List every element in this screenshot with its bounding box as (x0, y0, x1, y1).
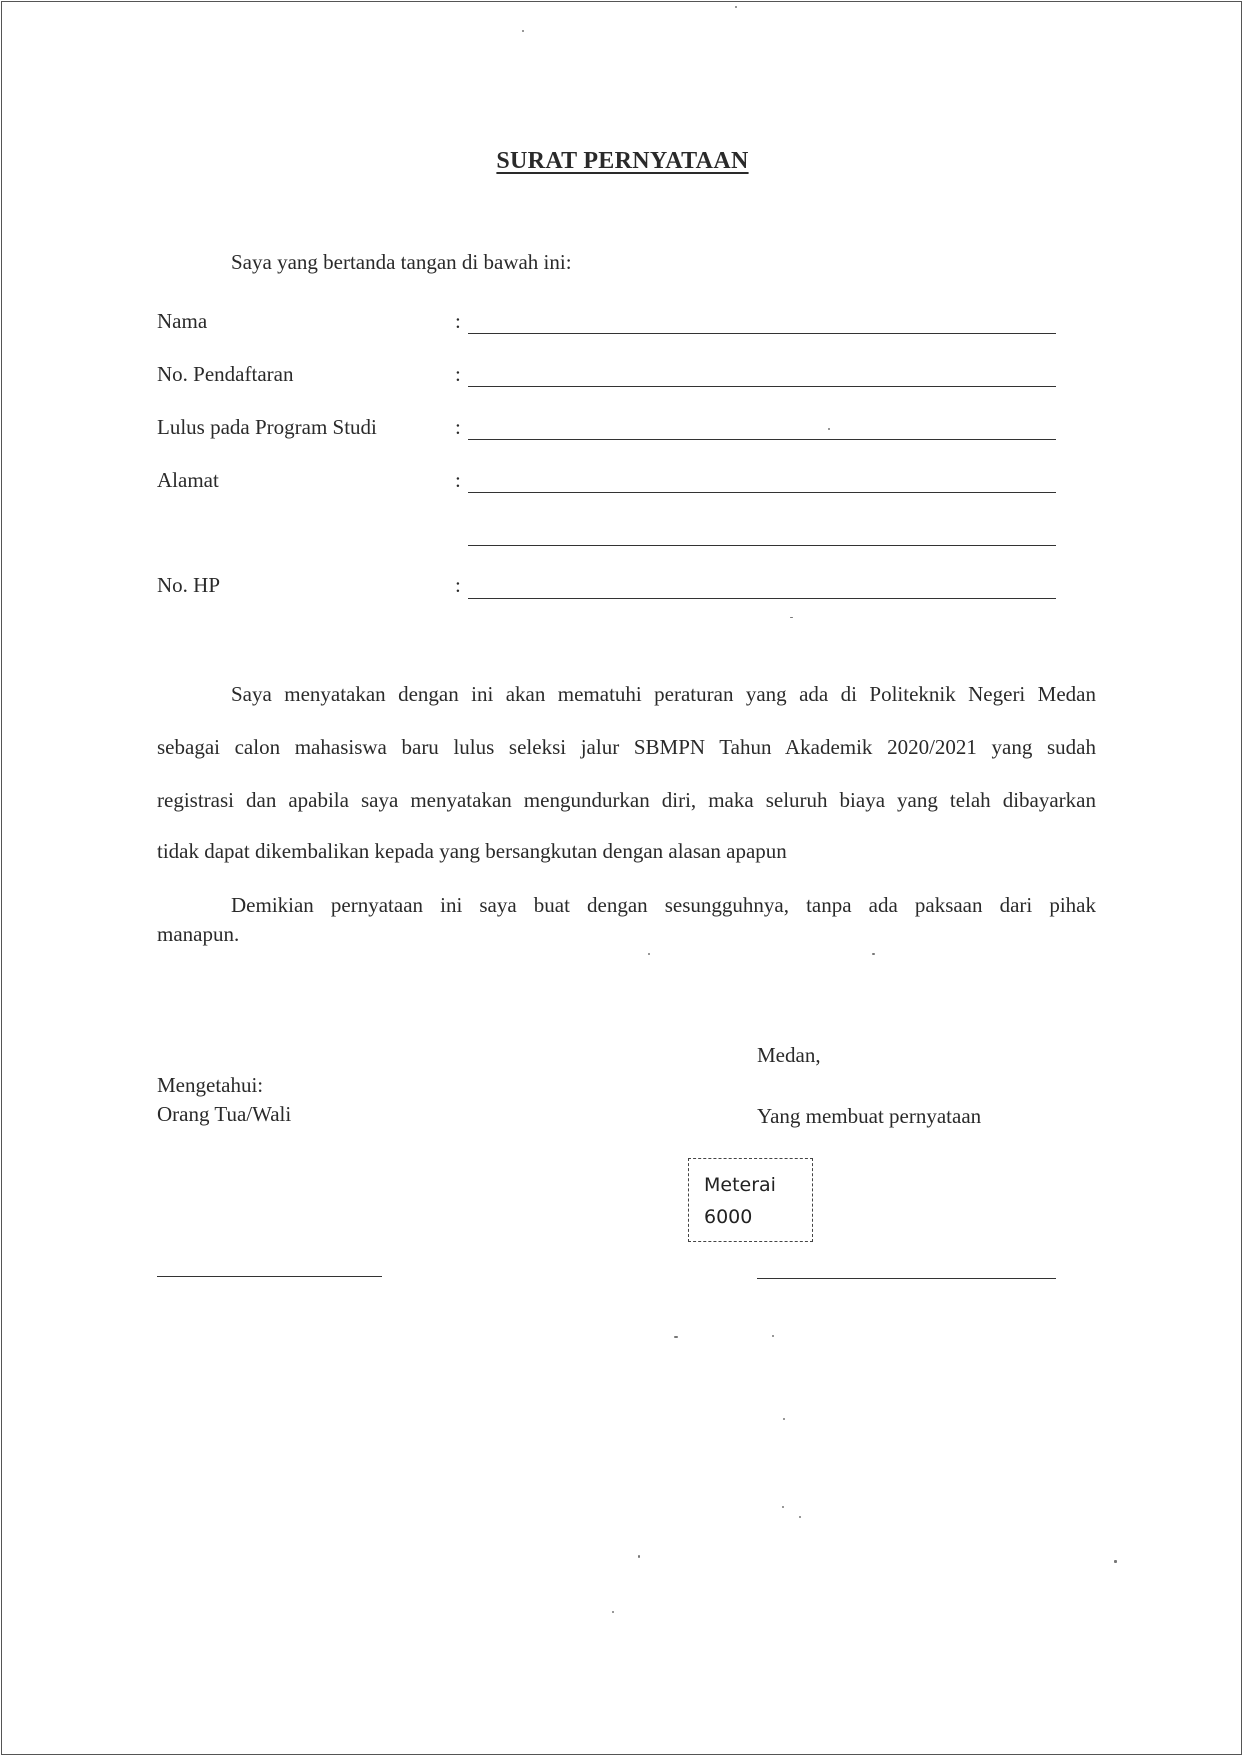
field-label-no-hp: No. HP (157, 573, 221, 597)
field-colon: : (455, 309, 461, 333)
scan-speck (735, 6, 737, 8)
closing-line: manapun. (157, 922, 240, 946)
field-colon: : (455, 573, 461, 597)
scan-speck (783, 1418, 785, 1420)
scan-speck (522, 30, 524, 32)
parent-label: Orang Tua/Wali (157, 1102, 292, 1126)
scan-speck (638, 1555, 640, 1558)
statement-line: sebagai calon mahasiswa baru lulus seleksi jalur SBMPN Tahun Akademik 2020/2021 yang sudah (157, 735, 1096, 759)
document-title: SURAT PERNYATAAN (496, 148, 749, 174)
field-label-program-studi: Lulus pada Program Studi (157, 415, 377, 439)
acknowledged-label: Mengetahui: (157, 1073, 264, 1097)
meterai-stamp-box (688, 1158, 813, 1242)
field-line-no-hp[interactable] (468, 598, 1056, 599)
field-line-no-pendaftaran[interactable] (468, 386, 1056, 387)
intro-text: Saya yang bertanda tangan di bawah ini: (231, 250, 572, 274)
scan-speck (799, 1516, 801, 1518)
statement-line: registrasi dan apabila saya menyatakan mengundurkan diri, maka seluruh biaya yang telah dibayarkan (157, 788, 1096, 812)
field-line-program-studi[interactable] (468, 439, 1056, 440)
place-date: Medan, (757, 1043, 821, 1067)
scan-speck (648, 953, 650, 955)
scan-speck (790, 617, 793, 618)
scan-speck (872, 953, 875, 955)
stamp-value: 6000 (704, 1206, 753, 1228)
field-colon: : (455, 415, 461, 439)
field-line-alamat-2[interactable] (468, 545, 1056, 546)
field-label-no-pendaftaran: No. Pendaftaran (157, 362, 294, 386)
parent-signature-line (157, 1276, 382, 1277)
scan-speck (674, 1336, 678, 1338)
stamp-text: Meterai (704, 1174, 776, 1196)
signer-label: Yang membuat pernyataan (757, 1104, 982, 1128)
signer-signature-line (757, 1278, 1056, 1279)
field-line-alamat[interactable] (468, 492, 1056, 493)
closing-line: Demikian pernyataan ini saya buat dengan sesungguhnya, tanpa ada paksaan dari pihak (231, 893, 1096, 917)
scan-speck (772, 1335, 774, 1337)
scan-speck (828, 428, 830, 430)
scan-speck (612, 1611, 614, 1613)
statement-line: Saya menyatakan dengan ini akan mematuhi peraturan yang ada di Politeknik Negeri Medan (231, 682, 1096, 706)
scan-speck (1114, 1560, 1117, 1563)
field-colon: : (455, 468, 461, 492)
field-label-alamat: Alamat (157, 468, 219, 492)
scan-speck (782, 1506, 784, 1508)
field-label-nama: Nama (157, 309, 208, 333)
statement-line: tidak dapat dikembalikan kepada yang bersangkutan dengan alasan apapun (157, 839, 787, 863)
page-border (1, 1, 1242, 1755)
field-colon: : (455, 362, 461, 386)
field-line-nama[interactable] (468, 333, 1056, 334)
